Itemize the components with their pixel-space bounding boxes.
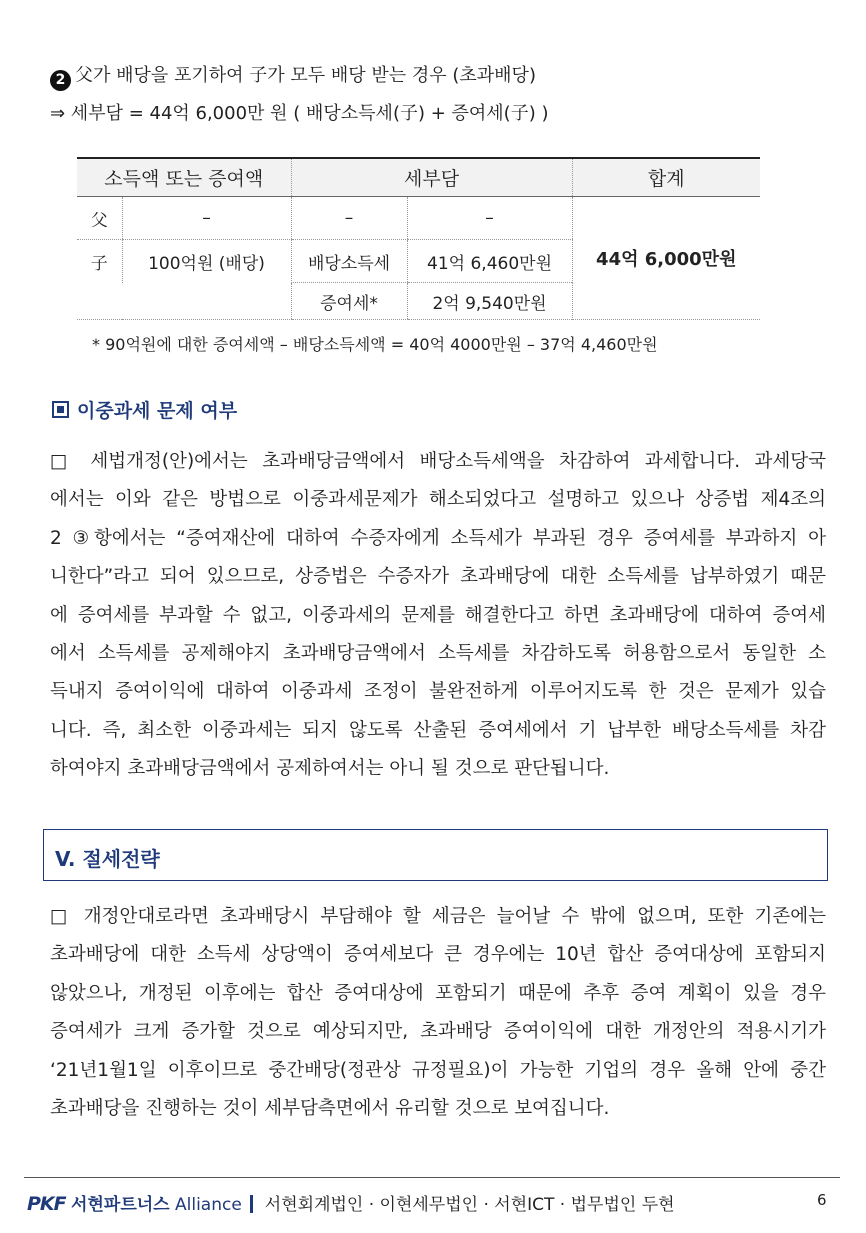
section-heading (52, 396, 237, 423)
paragraph-line: 에서는 이와 같은 방법으로 이중과세문제가 해소되었다고 설명하고 있으나 상증법 제4조의 (50, 489, 826, 511)
row-label-father: 父 (77, 197, 122, 240)
page-number: 6 (817, 1191, 827, 1209)
member-firms: 서현회계법인 · 이현세무법인 · 서현ICT · 법무법인 두현 (264, 1195, 675, 1215)
father-income: – (122, 197, 291, 240)
filled-square-icon (52, 401, 69, 418)
pkf-logo: PKF (27, 1193, 66, 1215)
gift-tax-amount: 2억 9,540만원 (407, 283, 572, 320)
tax-burden-table (77, 157, 760, 320)
section-heading-text: 이중과세 문제 여부 (77, 400, 238, 422)
alliance-label: Alliance (175, 1195, 242, 1215)
footer-separator (250, 1195, 253, 1213)
paragraph-line: 초과배당에 대한 소득세 상당액이 증여세보다 큰 경우에는 10년 합산 증여대상에 포함되지 (50, 944, 826, 966)
father-tax-amount: – (407, 197, 572, 240)
footer-divider (24, 1177, 840, 1178)
brand-name: 서현파트너스 (71, 1195, 170, 1215)
paragraph-line: 않았으나, 개정된 이후에는 합산 증여대상에 포함되기 때문에 추후 증여 계획이 있을 경우 (50, 982, 826, 1004)
table-footnote: * 90억원에 대한 증여세액 – 배당소득세액 = 40억 4000만원 – 37억 4,460만원 (92, 335, 658, 354)
child-tax-type: 배당소득세 (291, 240, 407, 283)
paragraph-line: 니한다”라고 되어 있으므로, 상증법은 수증자가 초과배당에 대한 소득세를 납부하였기 때문 (50, 566, 826, 588)
gift-tax-type: 증여세* (291, 283, 407, 320)
paragraph-line: 에 증여세를 부과할 수 없고, 이중과세의 문제를 해결한다고 하면 초과배당에 대하여 증여세 (50, 604, 826, 626)
paragraph-line: 니다. 즉, 최소한 이중과세는 되지 않도록 산출된 증여세에서 기 납부한 배당소득세를 차감 (50, 719, 826, 741)
numbered-marker: 2 (50, 70, 71, 91)
child-tax-amount: 41억 6,460만원 (407, 240, 572, 283)
total-amount: 44억 6,000만원 (572, 197, 760, 320)
double-taxation-paragraph (50, 443, 826, 789)
paragraph-line: □ 개정안대로라면 초과배당시 부담해야 할 세금은 늘어날 수 밖에 없으며, 또한 기존에는 (50, 906, 826, 927)
footer (27, 1190, 675, 1215)
paragraph-line: ‘21년1월1일 이후이므로 중간배당(정관상 규정필요)이 가능한 기업의 경우 올해 안에 중간 (50, 1059, 826, 1081)
paragraph-line: 증여세가 크게 증가할 것으로 예상되지만, 초과배당 증여이익에 대한 개정안의 적용시기가 (50, 1021, 826, 1043)
blank-cell (77, 283, 122, 320)
header-income: 소득액 또는 증여액 (77, 158, 291, 197)
paragraph-line: 2 ③항에서는 “증여재산에 대하여 수증자에게 소득세가 부과된 경우 증여세를 부과하지 아 (50, 527, 826, 549)
father-tax-type: – (291, 197, 407, 240)
table-header-row (77, 158, 760, 197)
paragraph-line: 하여야지 초과배당금액에서 공제하여서는 아니 될 것으로 판단됩니다. (50, 758, 610, 780)
blank-cell (122, 283, 291, 320)
case-heading-text: 父가 배당을 포기하여 子가 모두 배당 받는 경우 (초과배당) (75, 65, 536, 86)
strategy-paragraph (50, 898, 826, 1128)
case-heading (50, 64, 536, 91)
paragraph-line: 득내지 증여이익에 대하여 이중과세 조정이 불완전하게 이루어지도록 한 것은 문제가 있습 (50, 681, 826, 703)
paragraph-line: 에서 소득세를 공제해야지 초과배당금액에서 소득세를 차감하도록 허용함으로서 동일한 소 (50, 642, 826, 664)
header-tax-burden: 세부담 (291, 158, 572, 197)
paragraph-line: 초과배당을 진행하는 것이 세부담측면에서 유리할 것으로 보여집니다. (50, 1097, 610, 1119)
header-total: 합계 (572, 158, 760, 197)
chapter-heading-text: V. 절세전략 (55, 847, 160, 871)
paragraph-line: □ 세법개정(안)에서는 초과배당금액에서 배당소득세액을 차감하여 과세합니다. 과세당국 (50, 451, 826, 472)
child-income: 100억원 (배당) (122, 240, 291, 283)
tax-burden-summary: ⇒ 세부담 = 44억 6,000만 원 ( 배당소득세(子) + 증여세(子) ) (50, 103, 549, 124)
table-row (77, 197, 760, 240)
chapter-heading-box (43, 829, 828, 881)
row-label-child: 子 (90, 253, 108, 274)
